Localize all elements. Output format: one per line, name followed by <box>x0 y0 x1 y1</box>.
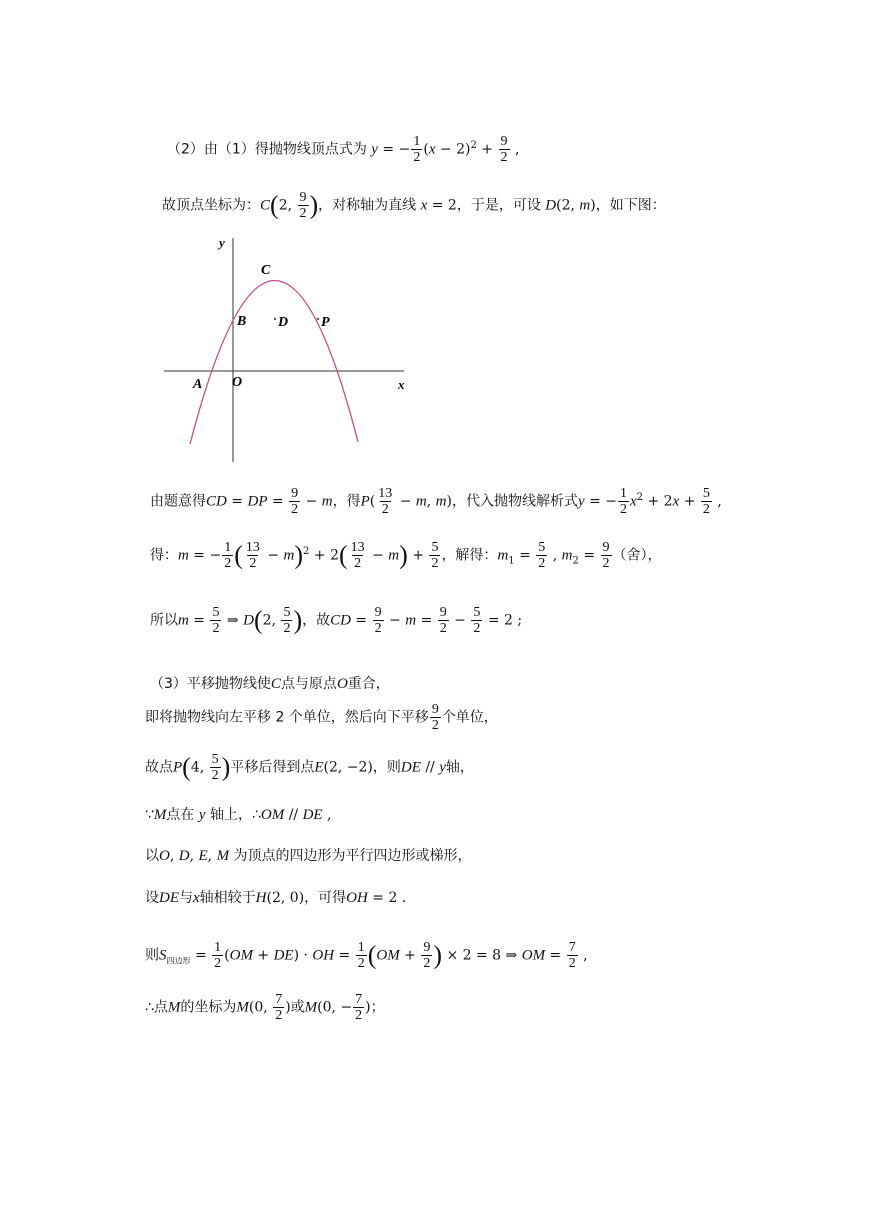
so-text: 所以 <box>150 612 178 629</box>
point-p-dot <box>317 318 319 320</box>
hence-text: ，故 <box>302 612 331 629</box>
see-fig: ，如下图： <box>595 197 666 214</box>
solve-text: ，解得： <box>441 547 498 564</box>
p3-line-2: 即将抛物线向左平移 2 个单位，然后向下平移 $\frac{9}{2}$ 个单位， <box>145 702 498 733</box>
axis-text: ，对称轴为直线 <box>318 197 417 214</box>
p2-line-4: 得：m = − $\frac{1}{2}$ ( $\frac{13}{2}$ − m)$^2$ + 2( $\frac{13}{2}$ − m) + $\frac{5}{2}$ ，解得：$m_1$ = $\frac{5}{2}$ , $m_2$ = $\frac{9}{2}$ （舍）， <box>150 540 662 571</box>
p3-line-1: （3）平移抛物线使C点与原点O重合， <box>150 676 390 692</box>
point-d-dot <box>274 318 276 320</box>
parabola-curve <box>190 280 358 444</box>
p3-line-6: 设DE与x轴相较于H(2, 0)，可得OH = 2 . <box>145 890 407 906</box>
get-text: ，得 <box>332 493 361 510</box>
p2-line-5: 所以m = $\frac{5}{2}$ ⇒ D(2, $\frac{5}{2}$ )，故CD = $\frac{9}{2}$ − m = $\frac{9}{2}$ − $\frac{5}{2}$ = 2 ; <box>150 605 523 636</box>
p3-label: （3） <box>150 676 187 692</box>
p3-line-8: ∴点M的坐标为M(0, $\frac{7}{2}$ )或M(0, − $\frac{7}{2}$ )； <box>145 992 385 1023</box>
cond-text: 由题意得 <box>150 493 206 510</box>
sub-text: ，代入抛物线解析式 <box>451 493 578 510</box>
label-y: y <box>219 235 225 250</box>
p2-line-2: 故顶点坐标为：C(2, $\frac{9}{2}$ )，对称轴为直线 x = 2，于是，可设 D(2, m)，如下图： <box>162 190 666 221</box>
de-text: 得： <box>150 547 178 564</box>
p2-label: （2） <box>167 141 204 158</box>
parabola-figure <box>160 228 416 468</box>
p2-line-1: （2）由（1）得抛物线顶点式为 y = − $\frac{1}{2}$ $(x - 2)^2$ + $\frac{9}{2}$ , <box>167 134 520 165</box>
label-d: D <box>278 315 289 330</box>
vertex-intro: 故顶点坐标为： <box>162 197 260 214</box>
label-c: C <box>261 263 271 278</box>
label-o: O <box>232 375 243 390</box>
p3-line-7: 则$S_{四边形}$ = $\frac{1}{2}$ (OM + DE) · OH = $\frac{1}{2}$ (OM + $\frac{9}{2}$ ) × 2 = 8 ⇒ OM = $\frac{7}{2}$ , <box>145 940 588 971</box>
label-p: P <box>321 315 330 330</box>
label-a: A <box>193 377 203 392</box>
label-b: B <box>237 314 247 329</box>
p2-line-3: 由题意得CD = DP = $\frac{9}{2}$ − m，得P( $\frac{13}{2}$ − m, m)，代入抛物线解析式y = − $\frac{1}{2}$ $x^2 + 2x$ + $\frac{5}{2}$ , <box>150 486 722 517</box>
label-x: x <box>398 377 405 392</box>
p3-line-3: 故点P(4, $\frac{5}{2}$ )平移后得到点E(2, −2)，则DE // y轴， <box>145 752 474 783</box>
p3-line-4: ∵M点在 y 轴上，∴OM // DE , <box>145 807 332 823</box>
set-text: ，于是，可设 <box>456 197 541 214</box>
p3-line-5: 以O, D, E, M 为顶点的四边形为平行四边形或梯形， <box>145 848 472 864</box>
p2-intro: 由（1）得抛物线顶点式为 <box>203 141 367 158</box>
reject-text: （舍）， <box>612 547 662 564</box>
